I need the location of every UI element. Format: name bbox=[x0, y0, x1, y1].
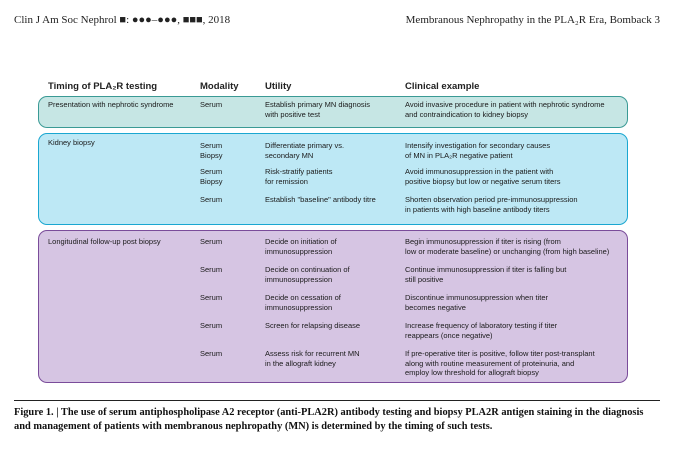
caption-rule bbox=[14, 400, 660, 401]
modality-cell: Serum bbox=[200, 195, 223, 204]
example-cell: Avoid immunosuppression in the patient with bbox=[405, 167, 554, 176]
modality-cell: Biopsy bbox=[200, 150, 223, 160]
column-header-timing: Timing of PLA₂R testing bbox=[48, 81, 158, 92]
utility-cell: immunosuppression bbox=[265, 274, 333, 284]
example-cell: Increase frequency of laboratory testing if titer bbox=[405, 321, 558, 330]
example-cell: Continue immunosuppression if titer is falling but bbox=[405, 265, 567, 274]
utility-cell: immunosuppression bbox=[265, 246, 333, 256]
example-cell: in patients with high baseline antibody titers bbox=[405, 204, 550, 214]
utility-cell: Establish primary MN diagnosis bbox=[265, 100, 371, 109]
figure-caption bbox=[14, 406, 654, 433]
column-header-utility: Utility bbox=[265, 81, 292, 92]
utility-cell: with positive test bbox=[265, 109, 321, 119]
column-header-example: Clinical example bbox=[405, 81, 480, 92]
modality-cell: Serum bbox=[200, 141, 223, 150]
modality-cell: Serum bbox=[200, 321, 223, 330]
example-cell: becomes negative bbox=[405, 302, 466, 312]
running-head-left: Clin J Am Soc Nephrol ■: ●●●–●●●, ■■■, 2018 bbox=[14, 14, 231, 26]
example-cell: still positive bbox=[405, 274, 444, 284]
utility-cell: immunosuppression bbox=[265, 302, 333, 312]
example-cell: Shorten observation period pre-immunosuppression bbox=[405, 195, 578, 204]
example-cell: low or moderate baseline) or unchanging (from high baseline) bbox=[405, 246, 610, 256]
example-cell: positive biopsy but low or negative serum titers bbox=[405, 176, 561, 186]
group-label: Presentation with nephrotic syndrome bbox=[48, 100, 174, 109]
example-cell: along with routine measurement of proteinuria, and bbox=[405, 358, 575, 368]
modality-cell: Serum bbox=[200, 100, 223, 109]
utility-cell: Decide on initiation of bbox=[265, 237, 337, 246]
example-cell: Avoid invasive procedure in patient with nephrotic syndrome bbox=[405, 100, 605, 109]
modality-cell: Serum bbox=[200, 167, 223, 176]
utility-cell: secondary MN bbox=[265, 150, 314, 160]
example-cell: Discontinue immunosuppression when titer bbox=[405, 293, 548, 302]
utility-cell: Assess risk for recurrent MN bbox=[265, 349, 360, 358]
example-cell: employ low threshold for allograft biopsy bbox=[405, 368, 539, 377]
utility-cell: Screen for relapsing disease bbox=[265, 321, 361, 330]
caption-text: | The use of serum antiphospholipase A2 receptor (anti-PLA2R) antibody testing and biopsy PLA2R antigen staining in the diagnosis and management of patients with membranous nephropathy (MN) is determined by the timing of such tests. bbox=[14, 407, 644, 432]
utility-cell: in the allograft kidney bbox=[265, 358, 336, 368]
caption-lead: Figure 1. bbox=[14, 407, 54, 418]
example-cell: Intensify investigation for secondary causes bbox=[405, 141, 551, 150]
column-header-modality: Modality bbox=[200, 81, 239, 92]
group-label: Kidney biopsy bbox=[48, 138, 95, 147]
modality-cell: Biopsy bbox=[200, 176, 223, 186]
example-cell: of MN in PLA₂R negative patient bbox=[405, 150, 513, 160]
utility-cell: Risk-stratify patients bbox=[265, 167, 333, 176]
example-cell: reappears (once negative) bbox=[405, 330, 493, 340]
example-cell: and contraindication to kidney biopsy bbox=[405, 109, 528, 119]
utility-cell: Differentiate primary vs. bbox=[265, 141, 345, 150]
example-cell: Begin immunosuppression if titer is rising (from bbox=[405, 237, 561, 246]
utility-cell: for remission bbox=[265, 176, 308, 186]
modality-cell: Serum bbox=[200, 265, 223, 274]
utility-cell: Decide on cessation of bbox=[265, 293, 341, 302]
modality-cell: Serum bbox=[200, 293, 223, 302]
modality-cell: Serum bbox=[200, 237, 223, 246]
group-label: Longitudinal follow-up post biopsy bbox=[48, 237, 161, 246]
utility-cell: Establish "baseline" antibody titre bbox=[265, 195, 376, 204]
utility-cell: Decide on continuation of bbox=[265, 265, 350, 274]
example-cell: If pre-operative titer is positive, follow titer post-transplant bbox=[405, 349, 595, 358]
running-head-right: Membranous Nephropathy in the PLA₂R Era, Bomback 3 bbox=[405, 14, 660, 26]
modality-cell: Serum bbox=[200, 349, 223, 358]
